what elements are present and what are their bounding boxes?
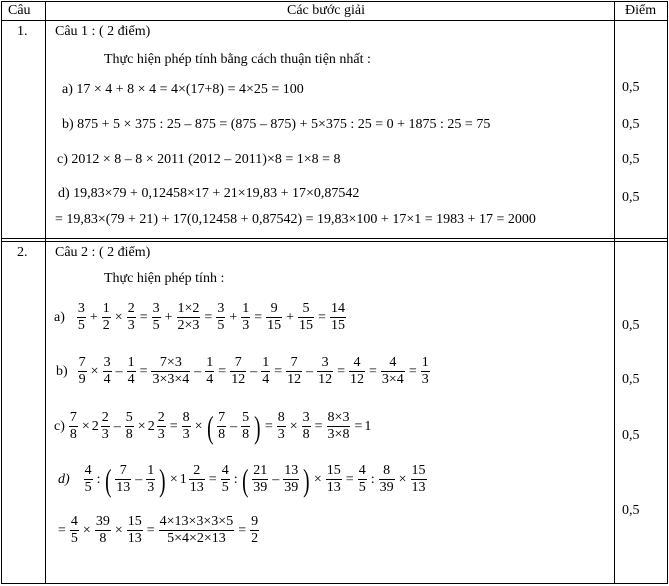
q2-title: Câu 2 : ( 2 điểm) (55, 245, 151, 260)
header-question: Câu (8, 3, 31, 18)
q2-part-b: b) $\frac{7}{9}$ × $\frac{3}{4}$ – $\frac{1}{4}$ = $\frac{7\times 3}{3\times 3\times 4}$ – $\frac{1}{4}$ = $\frac{7}{12}$ – $\frac{1}{4}$ = $\frac{7}{12}$ – $\frac{3}{12}$ = $\frac{4}{12}$ = $\frac{4}{3\times 4}$ = $\frac{1}{3}$ (56, 355, 429, 387)
q1-score-b: 0,5 (622, 117, 640, 132)
frac: $\frac{15}{13}$ (411, 463, 426, 495)
frac: $\frac{2}{3}$ (157, 410, 165, 442)
q2-part-d-line1: d) $\frac{4}{5}$ : ( $\frac{7}{13}$ – $\frac{1}{3}$ ) × 1 $\frac{2}{13}$ = $\frac{4}{5}$ : ( $\frac{21}{39}$ – $\frac{13}{39}$ ) × $\frac{15}{13}$ = $\frac{4}{5}$ : $\frac{8}{39}$ × $\frac{15}{13}$ (58, 461, 426, 498)
frac: $\frac{15}{13}$ (326, 463, 341, 495)
border-right (667, 1, 668, 584)
border-left (1, 1, 2, 584)
frac: $\frac{9}{2}$ (251, 514, 259, 546)
frac: $\frac{1}{3}$ (421, 355, 429, 387)
frac: $\frac{4}{12}$ (350, 355, 364, 387)
q2-c-label: c) (54, 418, 65, 434)
frac: $\frac{4}{3\times 4}$ (381, 355, 404, 387)
frac: $\frac{2}{3}$ (127, 301, 135, 333)
q2-part-c: c) $\frac{7}{8}$ × 2 $\frac{2}{3}$ – $\frac{5}{8}$ × 2 $\frac{2}{3}$ = $\frac{8}{3}$ × ( $\frac{7}{8}$ – $\frac{5}{8}$ ) = $\frac{8}{3}$ × $\frac{3}{8}$ = $\frac{8\times 3}{3\times 8}$ = 1 (54, 408, 372, 445)
frac: $\frac{1}{4}$ (127, 355, 135, 387)
frac: $\frac{3}{8}$ (302, 410, 310, 442)
frac: $\frac{1}{4}$ (206, 355, 214, 387)
q2-score-b: 0,5 (622, 372, 640, 387)
border-bottom (1, 583, 668, 584)
q2-part-a: a) $\frac{3}{5}$ + $\frac{1}{2}$ × $\frac{2}{3}$ = $\frac{3}{5}$ + $\frac{1\times 2}{2\times 3}$ = $\frac{3}{5}$ + $\frac{1}{3}$ = $\frac{9}{15}$ + $\frac{5}{15}$ = $\frac{14}{15}$ (54, 301, 345, 333)
frac: $\frac{4}{5}$ (358, 463, 366, 495)
q1-number: 1. (17, 24, 28, 39)
frac: $\frac{4}{5}$ (221, 463, 229, 495)
frac: $\frac{3}{5}$ (77, 301, 85, 333)
q1-score-a: 0,5 (622, 80, 640, 95)
border-col1 (45, 1, 46, 584)
frac: $\frac{3}{12}$ (318, 355, 333, 387)
header-steps: Các bước giải (287, 3, 365, 18)
border-header (1, 20, 668, 21)
frac: $\frac{9}{15}$ (267, 301, 282, 333)
q2-score-d: 0,5 (622, 503, 640, 518)
q2-part-d-line2: = $\frac{4}{5}$ × $\frac{39}{8}$ × $\frac{15}{13}$ = $\frac{4\times 13\times 3\times 3\times 5}{5\times 4\times 2\times 13}$ = $\frac{9}{2}$ (58, 514, 259, 546)
frac: $\frac{14}{15}$ (330, 301, 345, 333)
border-mid-2 (1, 241, 668, 242)
frac: $\frac{7}{8}$ (218, 410, 226, 442)
q2-d-label: d) (58, 471, 70, 487)
q2-number: 2. (17, 245, 28, 260)
border-top (1, 1, 668, 2)
frac: $\frac{7}{12}$ (231, 355, 246, 387)
border-mid-1 (1, 238, 668, 239)
q1-instruction: Thực hiện phép tính bằng cách thuận tiện nhất : (104, 52, 371, 67)
frac: $\frac{2}{13}$ (189, 463, 204, 495)
frac: $\frac{13}{39}$ (284, 463, 299, 495)
frac: $\frac{3}{5}$ (217, 301, 225, 333)
frac: $\frac{8}{39}$ (379, 463, 394, 495)
q1-part-d-line1: d) 19,83×79 + 0,12458×17 + 21×19,83 + 17×0,87542 (58, 186, 360, 201)
q2-score-a: 0,5 (622, 318, 640, 333)
frac: $\frac{5}{8}$ (125, 410, 133, 442)
frac: $\frac{1}{3}$ (242, 301, 250, 333)
frac: $\frac{4}{5}$ (70, 514, 78, 546)
q1-score-c: 0,5 (622, 152, 640, 167)
frac: $\frac{15}{13}$ (127, 514, 142, 546)
frac: $\frac{2}{3}$ (101, 410, 109, 442)
q2-score-c: 0,5 (622, 428, 640, 443)
frac: $\frac{3}{4}$ (103, 355, 111, 387)
q1-title: Câu 1 : ( 2 điểm) (55, 24, 151, 39)
frac: $\frac{39}{8}$ (95, 514, 110, 546)
q2-a-label: a) (54, 309, 65, 325)
q1-part-d-line2: = 19,83×(79 + 21) + 17(0,12458 + 0,87542) = 19,83×100 + 17×1 = 1983 + 17 = 2000 (55, 212, 536, 227)
frac: $\frac{21}{39}$ (253, 463, 268, 495)
frac: $\frac{1}{4}$ (262, 355, 270, 387)
frac: $\frac{8\times 3}{3\times 8}$ (327, 410, 350, 442)
frac: $\frac{1}{3}$ (147, 463, 155, 495)
frac: $\frac{5}{15}$ (299, 301, 314, 333)
frac: $\frac{7}{12}$ (287, 355, 302, 387)
q1-part-a: a) 17 × 4 + 8 × 4 = 4×(17+8) = 4×25 = 100 (62, 82, 304, 97)
border-col2 (614, 1, 615, 584)
frac: $\frac{8}{3}$ (277, 410, 285, 442)
q2-instruction: Thực hiện phép tính : (104, 271, 225, 286)
frac: $\frac{7}{13}$ (116, 463, 131, 495)
frac: $\frac{1\times 2}{2\times 3}$ (177, 301, 200, 333)
frac: $\frac{1}{2}$ (102, 301, 110, 333)
frac: $\frac{7}{9}$ (78, 355, 86, 387)
frac: $\frac{8}{3}$ (182, 410, 190, 442)
q1-part-b: b) 875 + 5 × 375 : 25 – 875 = (875 – 875) + 5×375 : 25 = 0 + 1875 : 25 = 75 (62, 117, 491, 132)
frac: $\frac{4}{5}$ (84, 463, 92, 495)
q1-part-c: c) 2012 × 8 – 8 × 2011 (2012 – 2011)×8 = 1×8 = 8 (57, 152, 341, 167)
frac: $\frac{7}{8}$ (69, 410, 77, 442)
q1-score-d: 0,5 (622, 190, 640, 205)
frac: $\frac{5}{8}$ (242, 410, 250, 442)
frac: $\frac{3}{5}$ (152, 301, 160, 333)
frac: $\frac{4\times 13\times 3\times 3\times 5}{5\times 4\times 2\times 13}$ (159, 514, 234, 546)
q2-b-label: b) (56, 363, 68, 379)
frac: $\frac{7\times 3}{3\times 3\times 4}$ (152, 355, 190, 387)
header-score: Điểm (625, 3, 657, 18)
